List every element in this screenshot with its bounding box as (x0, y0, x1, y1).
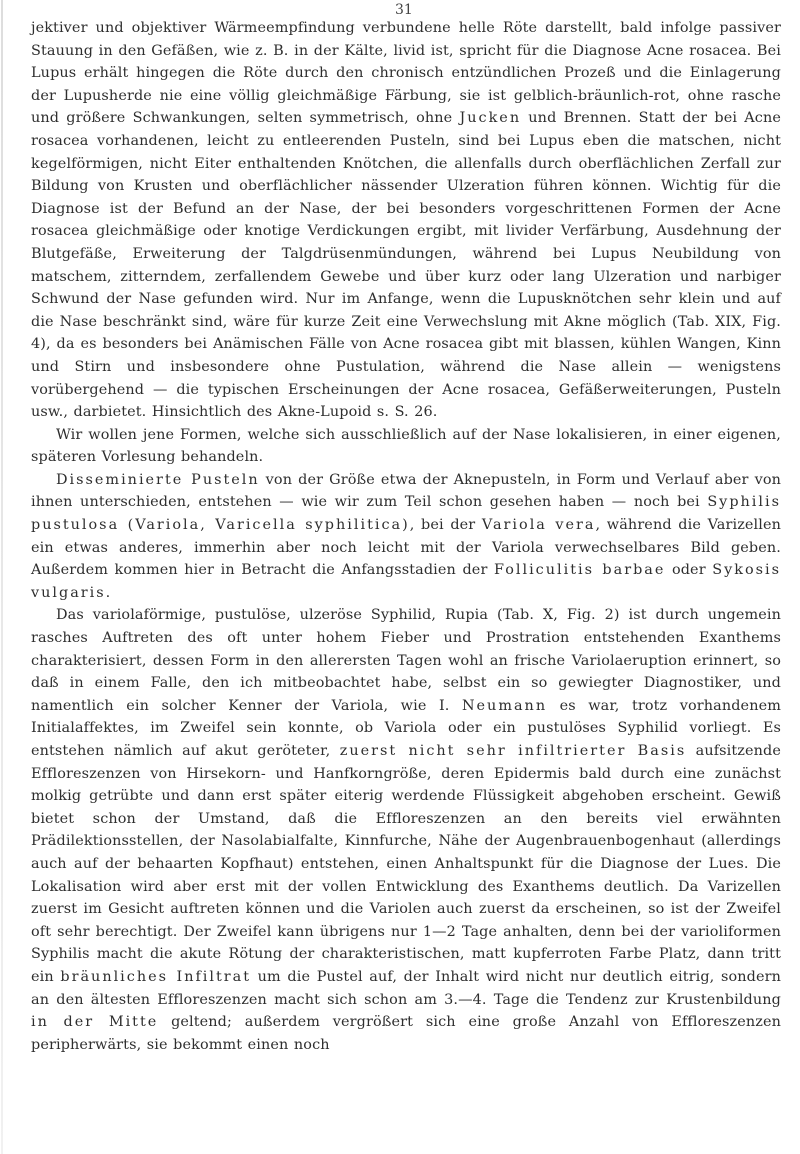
spaced-emphasis-text: in der Mitte (31, 1014, 159, 1031)
paragraph-text: Das variolaförmige, pustulöse, ulzeröse Syphilid, Rupia (Tab. X, Fig. 2) ist durch ungemein rasches Auftreten des oft unter hohem Fieber und Prostration entstehenden Exanthems charakterisiert, dessen Form in den allerersten Tagen wohl an frische Variolaeruption erinnert, so daß in einem Falle, den ich mitbeobachtet habe, selbst ein so gewiegter Diagnostiker, und namentlich ein solcher Kenner der Variola, wie I. (31, 607, 781, 714)
paragraph-text: es war, trotz vorhandenem Initialaffektes, im Zweifel sein konnte, ob Variola oder ein pustulöses Syphilid vorliegt. Es entstehen nämlich auf akut geröteter, (31, 697, 781, 759)
page-edge-shadow (1, 0, 3, 1154)
paragraph-text: geltend; außerdem vergrößert sich eine große Anzahl von Effloreszenzen peripherwärts, sie bekommt einen noch (31, 1014, 781, 1053)
paragraph-text: oder (665, 562, 713, 579)
spaced-emphasis-text: Sykosis vulgaris (31, 562, 782, 601)
paragraph (31, 17, 781, 424)
paragraph-text: , während die Varizellen ein etwas anderes, immerhin aber noch leicht mit der Variola verwechselbares Bild geben. Außerdem kommen hier in Betracht die Anfangsstadien der (31, 517, 781, 579)
paragraph-text: Wir wollen jene Formen, welche sich ausschließlich auf der Nase lokalisieren, in einer eigenen, späteren Vorlesung behandeln. (31, 426, 781, 466)
spaced-emphasis-text: Jucken (459, 110, 522, 127)
paragraph-text: und Brennen. Statt der bei Acne rosacea vorhandenen, leicht zu entleerenden Pusteln, sind bei Lupus eben die matschen, nicht kegelförmigen, nicht Eiter enthaltenden Knötchen, die allenfalls durch oberflächlichen Zerfall zur Bildung von Krusten und oberflächlicher nässender Ulzeration führen können. Wichtig für die Diagnose ist der Befund an der Nase, der bei besonders vorgeschrittenen Formen der Acne rosacea gleichmäßige oder knotige Verdickungen ergibt, mit livider Verfärbung, Ausdehnung der Blutgefäße, Erweiterung der Talgdrüsenmündungen, während bei Lupus Neubildung von matschem, zitterndem, zerfallendem Gewebe und über kurz oder lang Ulzeration und narbiger Schwund der Nase gefunden wird. Nur im Anfange, wenn die Lupusknötchen sehr klein und auf die Nase beschränkt sind, wäre für kurze Zeit eine Verwechslung mit Akne möglich (Tab. XIX, Fig. 4), da es besonders bei Anämischen Fälle von Acne rosacea gibt mit blassen, kühlen Wangen, Kinn und Stirn und insbesondere ohne Pustulation, während die Nase allein — wenigstens vorübergehend — die typischen Erscheinungen der Acne rosacea, Gefäßerweiterungen, Pusteln usw., darbietet. Hinsichtlich des Akne-Lupoid s. S. 26. (31, 110, 781, 421)
spaced-emphasis-text: Variola vera (481, 517, 596, 534)
body-text (31, 17, 781, 1056)
paragraph (31, 424, 781, 469)
paragraph (31, 469, 781, 605)
paragraph-text: aufsitzende Effloreszenzen von Hirsekorn- und Hanfkorngröße, deren Epidermis bald durch eine zunächst molkig getrübte und dann erst später eiterig werdende Flüssigkeit abgehoben erscheint. Gewiß bietet schon der Umstand, daß die Effloreszenzen an den bereits viel erwähnten Prädilektionsstellen, der Nasolabialfalte, Kinnfurche, Nähe der Augenbrauenbogenhaut (allerdings auch auf der behaarten Kopfhaut) entstehen, einen Anhaltspunkt für die Diagnose der Lues. Die Lokalisation wird aber erst mit der vollen Entwicklung des Exanthems deutlich. Da Varizellen zuerst im Gesicht auftreten können und die Variolen auch zuerst da erscheinen, so ist der Zweifel oft sehr berechtigt. Der Zweifel kann übrigens nur 1—2 Tage anhalten, denn bei der varioliformen Syphilis macht die akute Rötung der charakteristischen, matt kupferroten Farbe Platz, dann tritt ein (31, 743, 781, 985)
spaced-emphasis-text: zuerst nicht sehr infiltrierter Basis (339, 743, 687, 759)
paragraph (31, 604, 781, 1056)
paragraph-text: . (105, 584, 111, 601)
paragraph-text: , bei der (409, 517, 482, 534)
spaced-emphasis-text: bräunliches Infiltrat (60, 968, 252, 985)
paragraph-text: um die Pustel auf, der Inhalt wird nicht nur deutlich eitrig, sondern an den ältesten Effloreszenzen macht sich schon am 3.—4. Tage die Tendenz zur Krustenbildung (31, 968, 781, 1008)
page-number: 31 (395, 2, 413, 18)
spaced-emphasis-text: Neumann (461, 697, 548, 714)
paragraph-text: jektiver und objektiver Wärmeempfindung verbundene helle Röte darstellt, bald infolge passiver Stauung in den Gefäßen, wie z. B. in der Kälte, livid ist, spricht für die Diagnose Acne rosacea. Bei Lupus erhält hingegen die Röte durch den chronisch entzündlichen Prozeß und die Einlagerung der Lupusherde nie eine völlig gleichmäßige Färbung, sie ist gelblich-bräunlich-rot, ohne rasche und größere Schwankungen, selten symmetrisch, ohne (31, 20, 781, 127)
paragraph-text: von der Größe etwa der Aknepusteln, in Form und Verlauf aber von ihnen unterschieden, entstehen — wie wir zum Teil schon gesehen haben — noch bei (31, 471, 781, 511)
spaced-emphasis-text: Folliculitis barbae (494, 562, 666, 579)
spaced-emphasis-text: Disseminierte Pusteln (56, 471, 260, 488)
spaced-emphasis-text: Syphilis pustulosa (Variola, Varicella syphilitica) (31, 494, 781, 534)
